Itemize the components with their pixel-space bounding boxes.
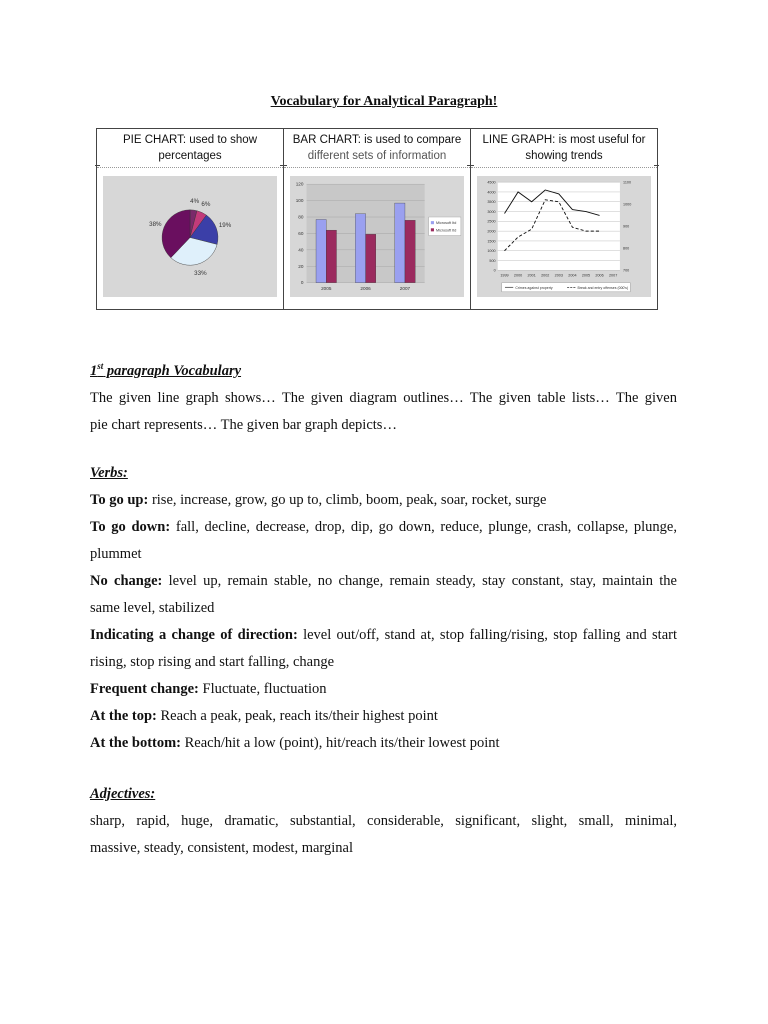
bar (405, 220, 415, 282)
line-x-tick: 2005 (581, 273, 591, 278)
line-y-tick-left: 4000 (487, 190, 496, 195)
line-x-tick: 2000 (513, 273, 523, 278)
bar-cell-caption-2: different sets of information (307, 150, 447, 162)
pie-chart (103, 176, 277, 297)
line-x-tick: 2006 (595, 273, 604, 278)
bar-cell-caption-1: BAR CHART: is used to compare (292, 134, 462, 146)
line-legend-label: Break and entry offenses (000's) (577, 285, 629, 290)
bar-y-tick: 60 (298, 230, 304, 236)
adjectives-line-2: massive, steady, consistent, modest, marginal (90, 840, 353, 856)
bar-legend-label: Microsoft Itd (436, 228, 457, 233)
verbs-heading: Verbs: (90, 465, 128, 481)
line-x-tick: 2003 (554, 273, 563, 278)
line-y-tick-left: 3000 (487, 209, 496, 214)
page-title: Vocabulary for Analytical Paragraph! (270, 94, 498, 109)
bar (366, 234, 376, 282)
line-y-tick-left: 3500 (487, 200, 496, 205)
pie-slice-label: 19% (218, 222, 232, 230)
bar-x-tick: 2005 (321, 285, 332, 291)
line-graph-image (477, 176, 651, 297)
first-paragraph-line-1: The given line graph shows… The given diagram outlines… The given table lists… The given (90, 389, 677, 406)
line-y-tick-left: 1000 (487, 249, 496, 254)
verbs-frequent-change: Frequent change: Fluctuate, fluctuation (90, 681, 327, 697)
line-y-tick-left: 4500 (487, 180, 496, 185)
first-paragraph-heading: 1st paragraph Vocabulary (90, 361, 242, 379)
line-x-tick: 2001 (527, 273, 536, 278)
bar-y-tick: 40 (298, 247, 304, 253)
line-legend-label: Crimes against property (515, 285, 553, 290)
bar-y-tick: 20 (298, 263, 304, 269)
bar (326, 230, 336, 283)
line-x-tick: 2004 (568, 273, 577, 278)
line-cell-caption-2: showing trends (525, 150, 603, 162)
verbs-go-down: To go down: fall, decline, decrease, drop, dip, go down, reduce, plunge, crash, collapse, plunge, (90, 519, 677, 535)
line-x-tick: 2002 (541, 273, 550, 278)
line-y-tick-left: 1500 (487, 239, 496, 244)
bar (355, 214, 365, 283)
line-y-tick-left: 2000 (487, 229, 496, 234)
verbs-section (90, 460, 677, 757)
verbs-go-down-cont: plummet (90, 546, 142, 562)
verbs-change-direction-cont: rising, stop rising and start falling, change (90, 654, 335, 670)
line-y-tick-right: 1100 (623, 180, 632, 185)
bar (316, 219, 326, 282)
bar-legend-label: Microsoft Itd (436, 221, 457, 226)
bar-x-tick: 2007 (399, 285, 411, 291)
line-y-tick-left: 500 (489, 258, 496, 263)
pie-slice-label: 33% (194, 270, 207, 278)
adjectives-heading: Adjectives: (90, 786, 156, 802)
pie-cell-caption-2: percentages (158, 150, 222, 162)
line-y-tick-right: 900 (623, 224, 630, 229)
bar-legend-swatch (431, 221, 434, 224)
bar (395, 203, 405, 283)
pie-chart-cell (97, 129, 284, 309)
adjectives-section (90, 781, 677, 862)
bar-y-tick: 100 (295, 198, 304, 204)
bar-chart-image (290, 176, 464, 297)
bar-y-tick: 120 (295, 181, 304, 187)
verbs-at-bottom: At the bottom: Reach/hit a low (point), hit/reach its/their lowest point (90, 735, 500, 751)
bar-chart-cell (284, 129, 471, 309)
line-y-tick-left: 2500 (487, 219, 496, 224)
first-paragraph-line-2: pie chart represents… The given bar graph depicts… (90, 416, 397, 433)
pie-slice-label: 38% (149, 221, 162, 228)
line-x-tick: 2007 (608, 273, 618, 278)
line-y-tick-right: 1000 (623, 202, 632, 207)
verbs-no-change: No change: level up, remain stable, no change, remain steady, stay constant, stay, maintain the (90, 573, 677, 589)
adjectives-line-1: sharp, rapid, huge, dramatic, substantial, considerable, significant, slight, small, minimal, (90, 813, 677, 829)
charts-table (96, 128, 658, 310)
bar-y-tick: 80 (298, 214, 304, 220)
line-x-tick: 1999 (500, 273, 509, 278)
line-graph (477, 176, 651, 297)
verbs-at-top: At the top: Reach a peak, peak, reach its/their highest point (90, 708, 438, 724)
bar-x-tick: 2006 (360, 285, 371, 291)
first-paragraph-section (90, 353, 677, 439)
verbs-go-up: To go up: rise, increase, grow, go up to, climb, boom, peak, soar, rocket, surge (90, 492, 547, 508)
bar-chart (290, 176, 464, 297)
bar-y-tick: 0 (300, 280, 304, 286)
pie-cell-caption-1: PIE CHART: used to show (122, 134, 257, 146)
line-graph-cell (471, 129, 657, 309)
line-cell-caption-1: LINE GRAPH: is most useful for (482, 134, 646, 146)
line-y-tick-left: 0 (493, 268, 496, 273)
line-y-tick-right: 800 (623, 246, 630, 251)
pie-slice-label: 4% (190, 197, 200, 205)
verbs-no-change-cont: same level, stabilized (90, 600, 215, 616)
pie-chart-image (103, 176, 277, 297)
line-y-tick-right: 700 (623, 268, 630, 273)
bar-legend-box (429, 217, 461, 235)
verbs-change-direction: Indicating a change of direction: level out/off, stand at, stop falling/rising, stop falling and start (90, 627, 677, 643)
pie-slice-label: 6% (201, 201, 211, 209)
bar-legend-swatch (431, 228, 434, 231)
